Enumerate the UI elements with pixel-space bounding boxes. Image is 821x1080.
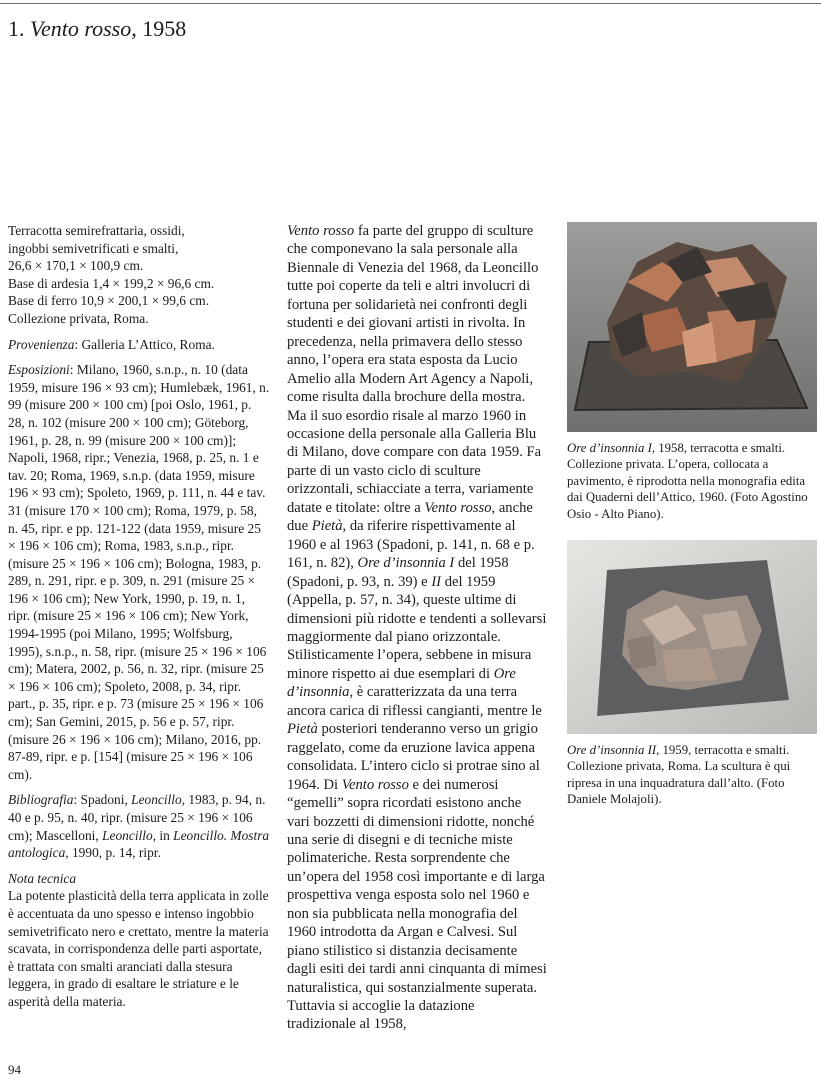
caption-1-title: Ore d’insonnia I [567, 441, 652, 455]
nota-text: La potente plasticità della terra applicata in zolle è accentuata da uno spesso e intenso ingobbio semivetrificato nero e crettato, mentre la materia scavata, in corrispondenza delle parti asportate, è trattata con smalti aranciati dalla stesura leggera, in grado di esaltare le striature e le asperità della materia. [8, 888, 269, 1009]
tech-line: Base di ardesia 1,4 × 199,2 × 96,6 cm. [8, 275, 215, 291]
bibliografia-label: Bibliografia [8, 792, 74, 808]
tech-line: ingobbi semivetrificati e smalti, [8, 240, 179, 256]
essay-column [287, 222, 547, 1034]
photo-ore-dinsonnia-i [567, 222, 817, 432]
illustrations-column [567, 222, 817, 808]
bib-text: , 1983, p. 94, n. 40 e p. 95, n. 40, ripr. (misure 25 × 196 × 106 cm); Mascelloni, [8, 792, 266, 843]
entry-number: 1. [8, 16, 25, 41]
bib-text: , 1990, p. 14, ripr. [65, 845, 161, 861]
bib-text: , in [152, 827, 174, 843]
bibliografia [8, 791, 270, 861]
page-title [8, 15, 186, 43]
photo-ore-dinsonnia-ii [567, 540, 817, 734]
provenienza-label: Provenienza [8, 336, 75, 352]
bib-title: Leoncillo [131, 792, 182, 808]
nota-label: Nota tecnica [8, 870, 77, 886]
essay-text: Vento rosso fa parte del gruppo di sculture che componevano la sala personale alla Biennale di Venezia del 1968, da Leoncillo tutte poi coperte da teli e altri involucri di fortuna per solidarietà nei confronti degli studenti e dei giovani artisti in rivolta. In precedenza, nella primavera dello stesso anno, l’opera era stata esposta da Lucio Amelio alla Modern Art Agency a Napoli, come risulta dalla brochure della mostra. Ma il suo esordio risale al marzo 1960 in occasione della personale alla Galleria Blu di Milano, dove compare con data 1959. Fa parte di un vasto ciclo di sculture orizzontali, schiacciate a terra, variamente datate e titolate: oltre a Vento rosso, anche due Pietà, da riferire rispettivamente al 1960 e al 1963 (Spadoni, p. 141, n. 68 e p. 161, n. 82), Ore d’insonnia I del 1958 (Spadoni, p. 93, n. 39) e II del 1959 (Appella, p. 57, n. 34), queste ultime di dimensioni più ridotte e tendenti a sollevarsi maggiormente dal piano orizzontale. Stilisticamente l’opera, sebbene in misura minore rispetto ai due esemplari di Ore d’insonnia, è caratterizzata da una terra ancora carica di riflessi cangianti, mentre le Pietà posteriori tenderanno verso un grigio raggelato, come da eruzione lavica appena consolidata. L’intero ciclo si protrae sino al 1964. Di Vento rosso e dei numerosi “gemelli” sopra ricordati esistono anche vari bozzetti di dimensioni ridotte, nonché una serie di disegni e di tecniche miste polimateriche. Resta sorprendente che un’opera del 1958 così importante e di larga prospettiva venga esposta solo nel 1960 e non sia pubblicata nella monografia del 1960 introdotta da Argan e Calvesi. Sul piano stilistico si distanzia decisamente dagli esiti dei tardi anni cinquanta di mimesi naturalistica, qui sostanzialmente superata. Tuttavia si accoglie la datazione tradizionale al 1958, [287, 223, 547, 1033]
catalog-details-column [8, 222, 270, 1011]
bib-text: : Spadoni, [73, 792, 132, 808]
top-rule [0, 3, 821, 4]
work-year: , 1958 [131, 16, 187, 41]
caption-1-text: , 1958, terracotta e smalti. Collezione privata. L’opera, collocata a pavimento, è riprodotta nella monografia edita dai Quaderni dell’Attico, 1960. (Foto Agostino Osio - Alto Piano). [567, 441, 808, 521]
tech-line: Base di ferro 10,9 × 200,1 × 99,6 cm. [8, 293, 210, 309]
esposizioni-text: : Milano, 1960, s.n.p., n. 10 (data 1959, misure 196 × 93 cm); Humlebæk, 1961, n. 99 (misure 200 × 100 cm) [poi Oslo, 1961, p. 28, n. 102 (misure 200 × 100 cm); Göteborg, 1961, p. 28, n. 99 (misure 200 × 100 cm)]; Napoli, 1968, ripr.; Venezia, 1968, p. 25, n. 1 e tav. 20; Roma, 1969, s.n.p. (data 1959, misure 196 × 93 cm); Spoleto, 1969, p. 111, n. 44 e tav. 31 (misure 170 × 100 cm); Roma, 1979, p. 58, n. 45, ripr. e pp. 121-122 (data 1959, misure 25 × 196 × 106 cm); Roma, 1983, s.n.p., ripr. (misure 25 × 196 × 106 cm); Bologna, 1983, p. 289, n. 291, ripr. e p. 309, n. 291 (misure 25 × 196 × 106 cm); New York, 1990, p. 19, n. 1, ripr. (misure 25 × 196 × 106 cm); New York, 1994-1995 (poi Milano, 1995; Wolfsburg, 1995), s.n.p., n. 58, ripr. (misure 25 × 196 × 106 cm); Matera, 2002, p. 56, n. 32, ripr. (misure 25 × 196 × 106 cm); Spoleto, 2008, p. 34, ripr. part., p. 35, ripr. e p. 73 (misure 25 × 196 × 106 cm); San Gemini, 2015, p. 56 e p. 57, ripr. (misure 26 × 196 × 106 cm); Milano, 2016, pp. 87-89, ripr. e p. [154] (misure 25 × 196 × 106 cm). [8, 362, 270, 782]
bib-title: Leoncillo. Mostra antologica [8, 827, 270, 861]
tech-line: Collezione privata, Roma. [8, 310, 149, 326]
esposizioni-label: Esposizioni [8, 362, 70, 378]
nota-tecnica [8, 870, 270, 1011]
technical-data [8, 222, 270, 328]
caption-2 [567, 742, 817, 808]
provenienza [8, 336, 270, 354]
work-title: Vento rosso [30, 16, 132, 41]
caption-1 [567, 440, 817, 522]
tech-line: 26,6 × 170,1 × 100,9 cm. [8, 258, 144, 274]
provenienza-text: : Galleria L’Attico, Roma. [74, 336, 215, 352]
esposizioni [8, 361, 270, 783]
bib-title: Leoncillo [102, 827, 153, 843]
caption-2-title: Ore d’insonnia II [567, 743, 657, 758]
caption-2-text: , 1959, terracotta e smalti. Collezione privata, Roma. La scultura è qui ripresa in una inquadratura dall’alto. (Foto Daniele Molajoli). [567, 743, 791, 807]
tech-line: Terracotta semirefrattaria, ossidi, [8, 223, 185, 238]
page-number: 94 [8, 1062, 21, 1077]
